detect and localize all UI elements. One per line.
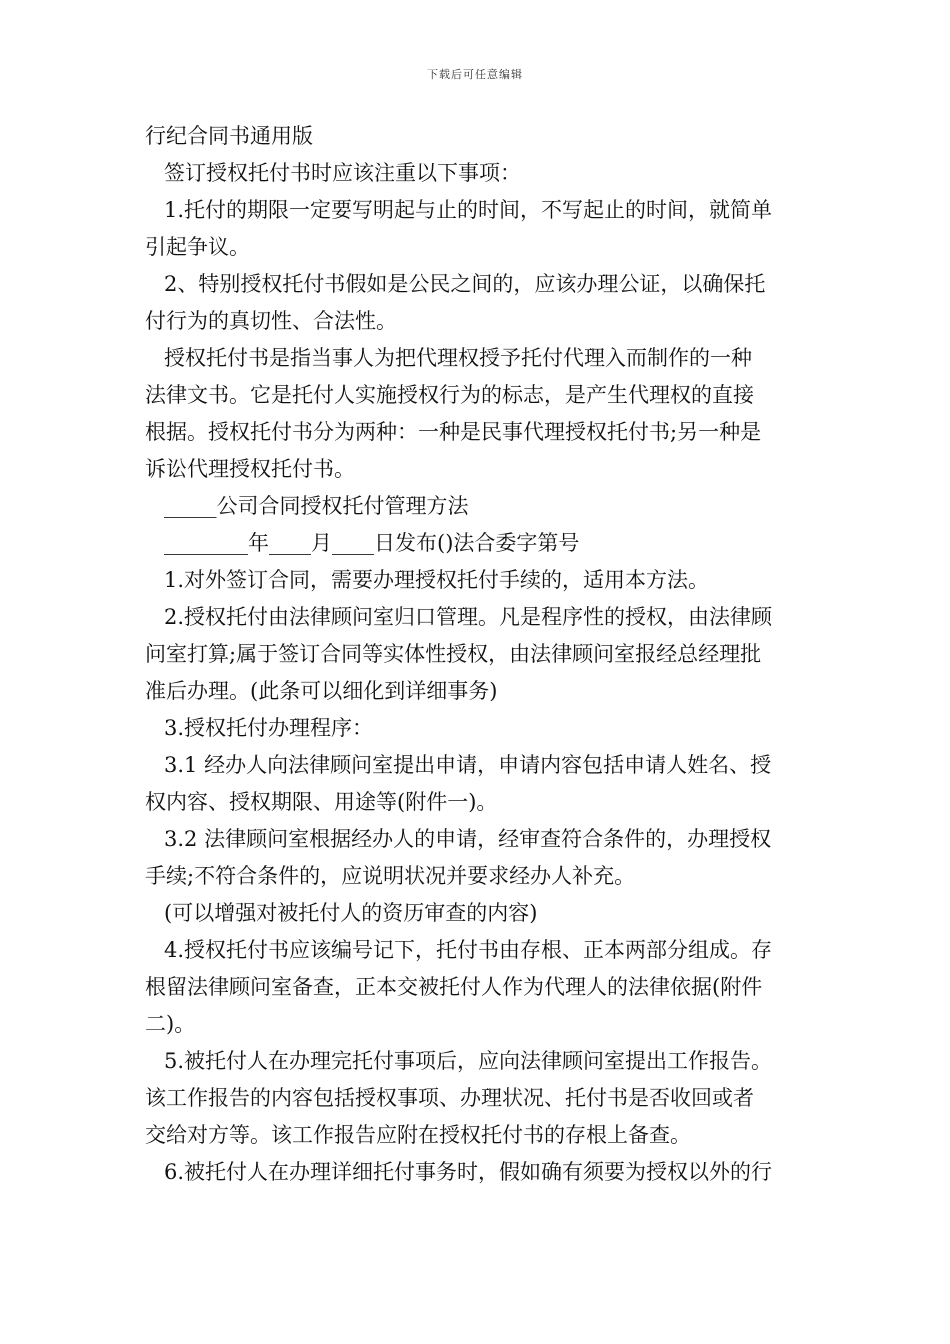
text-line: 3.授权托付办理程序： [164, 716, 374, 740]
text-line: 根据。授权托付书分为两种：一种是民事代理授权托付书;另一种是 [145, 420, 762, 444]
text-line: 2、特别授权托付书假如是公民之间的，应该办理公证，以确保托 [164, 272, 766, 296]
text-line: 该工作报告的内容包括授权事项、办理状况、托付书是否收回或者 [145, 1086, 754, 1110]
text-line: 1.托付的期限一定要写明起与止的时间，不写起止的时间，就简单 [164, 198, 773, 222]
text-line: 签订授权托付书时应该注重以下事项： [164, 161, 521, 185]
text-line: 交给对方等。该工作报告应附在授权托付书的存根上备查。 [145, 1123, 691, 1147]
text-line: 行纪合同书通用版 [145, 124, 313, 148]
page-header: 下载后可任意编辑 [427, 68, 523, 81]
text-line: 3.1 经办人向法律顾问室提出申请，申请内容包括申请人姓名、授 [164, 753, 772, 777]
text-line: 二)。 [145, 1012, 196, 1036]
text-line: 2.授权托付由法律顾问室归口管理。凡是程序性的授权，由法律顾 [164, 605, 773, 629]
text-line: _____公司合同授权托付管理方法 [164, 494, 469, 518]
text-line: 问室打算;属于签订合同等实体性授权，由法律顾问室报经总经理批 [145, 642, 762, 666]
text-line: 1.对外签订合同，需要办理授权托付手续的，适用本方法。 [164, 568, 710, 592]
text-line: 4.授权托付书应该编号记下，托付书由存根、正本两部分组成。存 [164, 938, 773, 962]
text-line: 引起争议。 [145, 235, 250, 259]
text-line: 6.被托付人在办理详细托付事务时，假如确有须要为授权以外的行 [164, 1160, 773, 1184]
text-line: 法律文书。它是托付人实施授权行为的标志，是产生代理权的直接 [145, 383, 754, 407]
text-line: 3.2 法律顾问室根据经办人的申请，经审查符合条件的，办理授权 [164, 827, 772, 851]
text-line: ________年____月____日发布()法合委字第号 [164, 531, 580, 555]
text-line: 5.被托付人在办理完托付事项后，应向法律顾问室提出工作报告。 [164, 1049, 773, 1073]
text-line: 手续;不符合条件的，应说明状况并要求经办人补充。 [145, 864, 636, 888]
text-line: 准后办理。(此条可以细化到详细事务) [145, 679, 498, 703]
text-line: 根留法律顾问室备查，正本交被托付人作为代理人的法律依据(附件 [145, 975, 763, 999]
text-line: 付行为的真切性、合法性。 [145, 309, 397, 333]
text-line: 权内容、授权期限、用途等(附件一)。 [145, 790, 498, 814]
document-body [145, 118, 810, 1191]
text-line: 诉讼代理授权托付书。 [145, 457, 355, 481]
text-line: 授权托付书是指当事人为把代理权授予托付代理入而制作的一种 [164, 346, 752, 370]
text-line: (可以增强对被托付人的资历审查的内容) [164, 901, 538, 925]
